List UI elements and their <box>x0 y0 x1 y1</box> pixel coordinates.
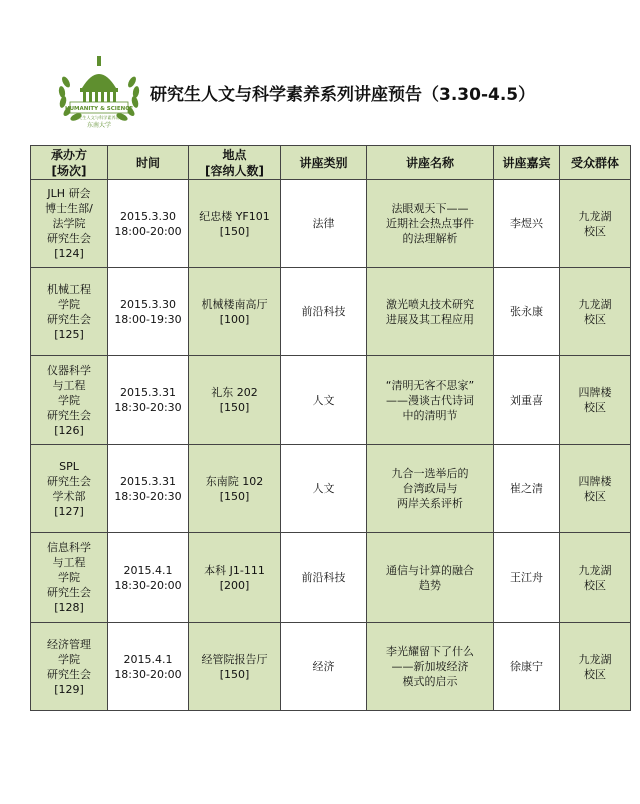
cell-lecture-name: 法眼观天下—— 近期社会热点事件 的法理解析 <box>367 180 494 268</box>
cell-organizer: 信息科学 与工程 学院 研究生会 [128] <box>31 533 108 623</box>
header-speaker: 讲座嘉宾 <box>494 146 560 180</box>
logo-sub-text: 研究生人文与科学素养讲座 <box>73 115 125 120</box>
cell-audience: 九龙湖 校区 <box>560 533 631 623</box>
cell-category: 前沿科技 <box>281 533 367 623</box>
header-venue: 地点 [容纳人数] <box>189 146 281 180</box>
cell-venue: 纪忠楼 YF101 [150] <box>189 180 281 268</box>
cell-lecture-name: 九合一选举后的 台湾政局与 两岸关系评析 <box>367 445 494 533</box>
cell-time: 2015.4.1 18:30-20:00 <box>108 623 189 711</box>
cell-organizer: 机械工程 学院 研究生会 [125] <box>31 268 108 356</box>
table-row <box>31 356 631 445</box>
cell-time: 2015.3.30 18:00-20:00 <box>108 180 189 268</box>
cell-lecture-name: 通信与计算的融合 趋势 <box>367 533 494 623</box>
cell-audience: 四牌楼 校区 <box>560 356 631 445</box>
cell-lecture-name: 李光耀留下了什么 ——新加坡经济 模式的启示 <box>367 623 494 711</box>
page-header <box>56 52 596 132</box>
cell-venue: 东南院 102 [150] <box>189 445 281 533</box>
logo-school-text: 东南大学 <box>86 122 112 128</box>
logo-top-text: HUMANITY & SCIENCE <box>64 106 134 112</box>
cell-audience: 四牌楼 校区 <box>560 445 631 533</box>
cell-time: 2015.3.30 18:00-19:30 <box>108 268 189 356</box>
table-row <box>31 623 631 711</box>
header-lecture-name: 讲座名称 <box>367 146 494 180</box>
cell-time: 2015.3.31 18:30-20:30 <box>108 356 189 445</box>
cell-lecture-name: 激光喷丸技术研究 进展及其工程应用 <box>367 268 494 356</box>
cell-audience: 九龙湖 校区 <box>560 268 631 356</box>
cell-venue: 经管院报告厅 [150] <box>189 623 281 711</box>
header-category: 讲座类别 <box>281 146 367 180</box>
cell-speaker: 张永康 <box>494 268 560 356</box>
cell-venue: 礼东 202 [150] <box>189 356 281 445</box>
cell-time: 2015.4.1 18:30-20:00 <box>108 533 189 623</box>
table-row <box>31 533 631 623</box>
cell-category: 法律 <box>281 180 367 268</box>
header-organizer: 承办方 [场次] <box>31 146 108 180</box>
cell-venue: 机械楼南高厅 [100] <box>189 268 281 356</box>
cell-organizer: 仪器科学 与工程 学院 研究生会 [126] <box>31 356 108 445</box>
cell-organizer: SPL 研究生会 学术部 [127] <box>31 445 108 533</box>
cell-category: 前沿科技 <box>281 268 367 356</box>
cell-category: 人文 <box>281 356 367 445</box>
cell-lecture-name: “清明无客不思家” ——漫谈古代诗词 中的清明节 <box>367 356 494 445</box>
cell-speaker: 王江舟 <box>494 533 560 623</box>
table-row <box>31 268 631 356</box>
page-title: 研究生人文与科学素养系列讲座预告（3.30-4.5） <box>150 85 536 105</box>
cell-time: 2015.3.31 18:30-20:30 <box>108 445 189 533</box>
cell-category: 人文 <box>281 445 367 533</box>
lecture-schedule-table <box>30 145 631 711</box>
cell-speaker: 崔之清 <box>494 445 560 533</box>
header-audience: 受众群体 <box>560 146 631 180</box>
cell-speaker: 徐康宁 <box>494 623 560 711</box>
cell-organizer: 经济管理 学院 研究生会 [129] <box>31 623 108 711</box>
header-time: 时间 <box>108 146 189 180</box>
cell-speaker: 刘重喜 <box>494 356 560 445</box>
cell-audience: 九龙湖 校区 <box>560 180 631 268</box>
cell-organizer: JLH 研会 博士生部/ 法学院 研究生会 [124] <box>31 180 108 268</box>
university-logo <box>56 52 142 128</box>
table-header-row <box>31 146 631 180</box>
cell-category: 经济 <box>281 623 367 711</box>
table-row <box>31 180 631 268</box>
table-row <box>31 445 631 533</box>
cell-venue: 本科 J1-111 [200] <box>189 533 281 623</box>
cell-speaker: 李煜兴 <box>494 180 560 268</box>
cell-audience: 九龙湖 校区 <box>560 623 631 711</box>
